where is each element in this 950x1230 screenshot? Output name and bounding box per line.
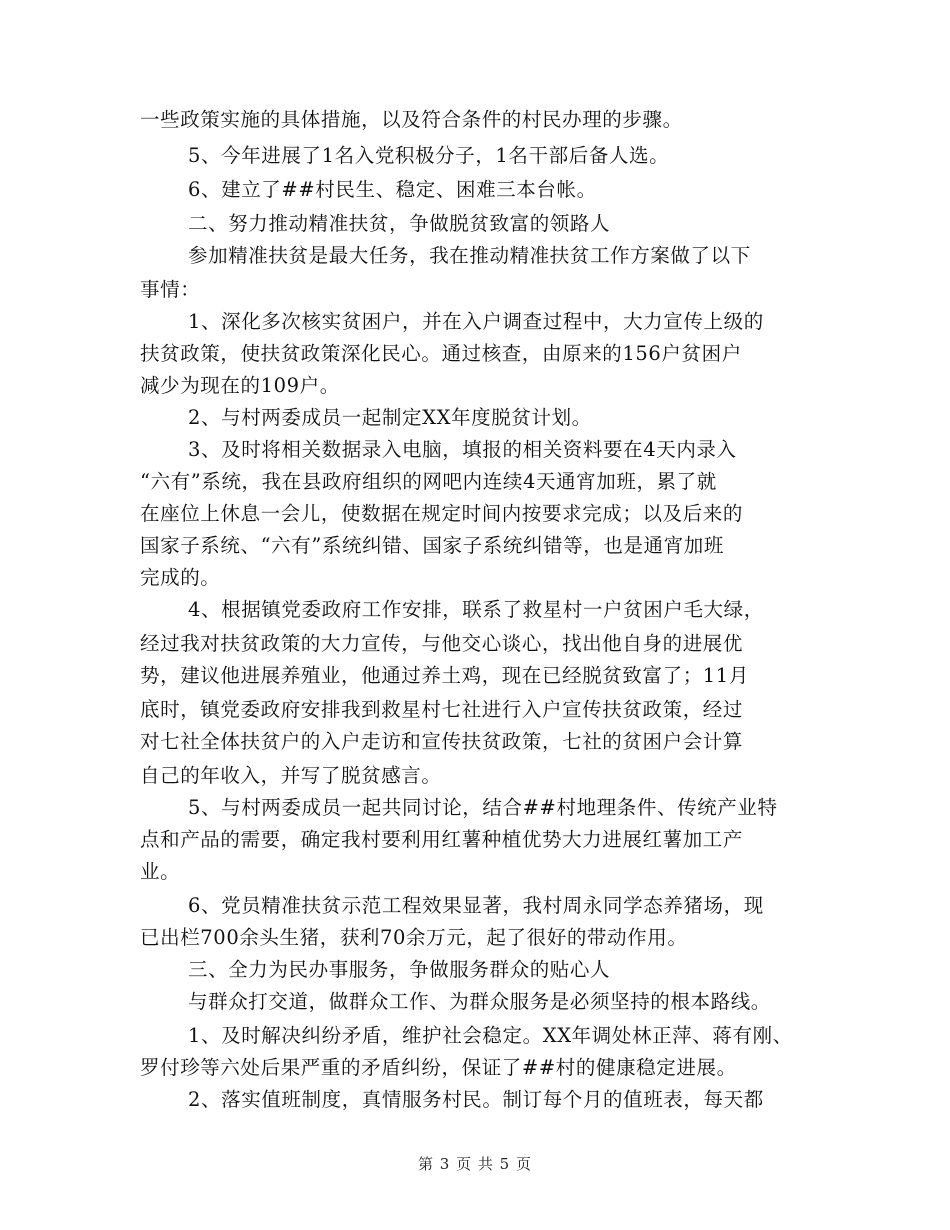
- text-line: 完成的。: [140, 566, 221, 589]
- text-line: 一些政策实施的具体措施，以及符合条件的村民办理的步骤。: [140, 108, 683, 131]
- text-line: 参加精准扶贫是最大任务，我在推动精准扶贫工作方案做了以下: [188, 244, 751, 267]
- text-line: 扶贫政策，使扶贫政策深化民心。通过核查，由原来的156户贫困户: [140, 342, 742, 365]
- text-line: 4、根据镇党委政府工作安排，联系了救星村一户贫困户毛大绿，: [188, 598, 764, 621]
- text-line: 已出栏700余头生猪，获利70余万元，起了很好的带动作用。: [140, 926, 688, 949]
- section-heading: 三、全力为民办事服务，争做服务群众的贴心人: [188, 958, 611, 981]
- text-line: 2、与村两委成员一起制定XX年度脱贫计划。: [188, 406, 592, 429]
- text-line: 业。: [140, 860, 181, 883]
- text-line: 1、及时解决纠纷矛盾，维护社会稳定。XX年调处林正萍、蒋有刚、: [188, 1024, 793, 1047]
- text-line: 1、深化多次核实贫困户，并在入户调查过程中，大力宣传上级的: [188, 310, 764, 333]
- text-line: 国家子系统、“六有”系统纠错、国家子系统纠错等，也是通宵加班: [140, 534, 724, 557]
- text-line: 经过我对扶贫政策的大力宣传，与他交心谈心，找出他自身的进展优: [140, 632, 744, 655]
- text-line: 罗付珍等六处后果严重的矛盾纠纷，保证了##村的健康稳定进展。: [140, 1056, 737, 1079]
- text-line: 点和产品的需要，确定我村要利用红薯种植优势大力进展红薯加工产: [140, 828, 744, 851]
- text-line: 在座位上休息一会儿，使数据在规定时间内按要求完成；以及后来的: [140, 502, 744, 525]
- text-line: 5、今年进展了1名入党积极分子，1名干部后备人选。: [188, 144, 670, 167]
- text-line: 减少为现在的109户。: [140, 374, 340, 397]
- text-line: 3、及时将相关数据录入电脑，填报的相关资料要在4天内录入: [188, 438, 737, 461]
- page-number: 第 3 页 共 5 页: [418, 1155, 532, 1173]
- text-line: 自己的年收入，并写了脱贫感言。: [140, 764, 442, 787]
- text-line: 6、党员精准扶贫示范工程效果显著，我村周永同学态养猪场，现: [188, 894, 764, 917]
- text-line: 6、建立了##村民生、稳定、困难三本台帐。: [188, 178, 597, 201]
- text-line: “六有”系统，我在县政府组织的网吧内连续4天通宵加班，累了就: [140, 470, 717, 493]
- text-line: 势，建议他进展养殖业，他通过养土鸡，现在已经脱贫致富了；11月: [140, 664, 749, 687]
- text-line: 5、与村两委成员一起共同讨论，结合##村地理条件、传统产业特: [188, 796, 778, 819]
- text-line: 2、落实值班制度，真情服务村民。制订每个月的值班表，每天都: [188, 1088, 764, 1111]
- text-line: 与群众打交道，做群众工作、为群众服务是必须坚持的根本路线。: [188, 990, 771, 1013]
- text-line: 对七社全体扶贫户的入户走访和宣传扶贫政策，七社的贫困户会计算: [140, 730, 744, 753]
- section-heading: 二、努力推动精准扶贫，争做脱贫致富的领路人: [188, 212, 611, 235]
- text-line: 事情：: [140, 278, 201, 301]
- text-line: 底时，镇党委政府安排我到救星村七社进行入户宣传扶贫政策，经过: [140, 698, 744, 721]
